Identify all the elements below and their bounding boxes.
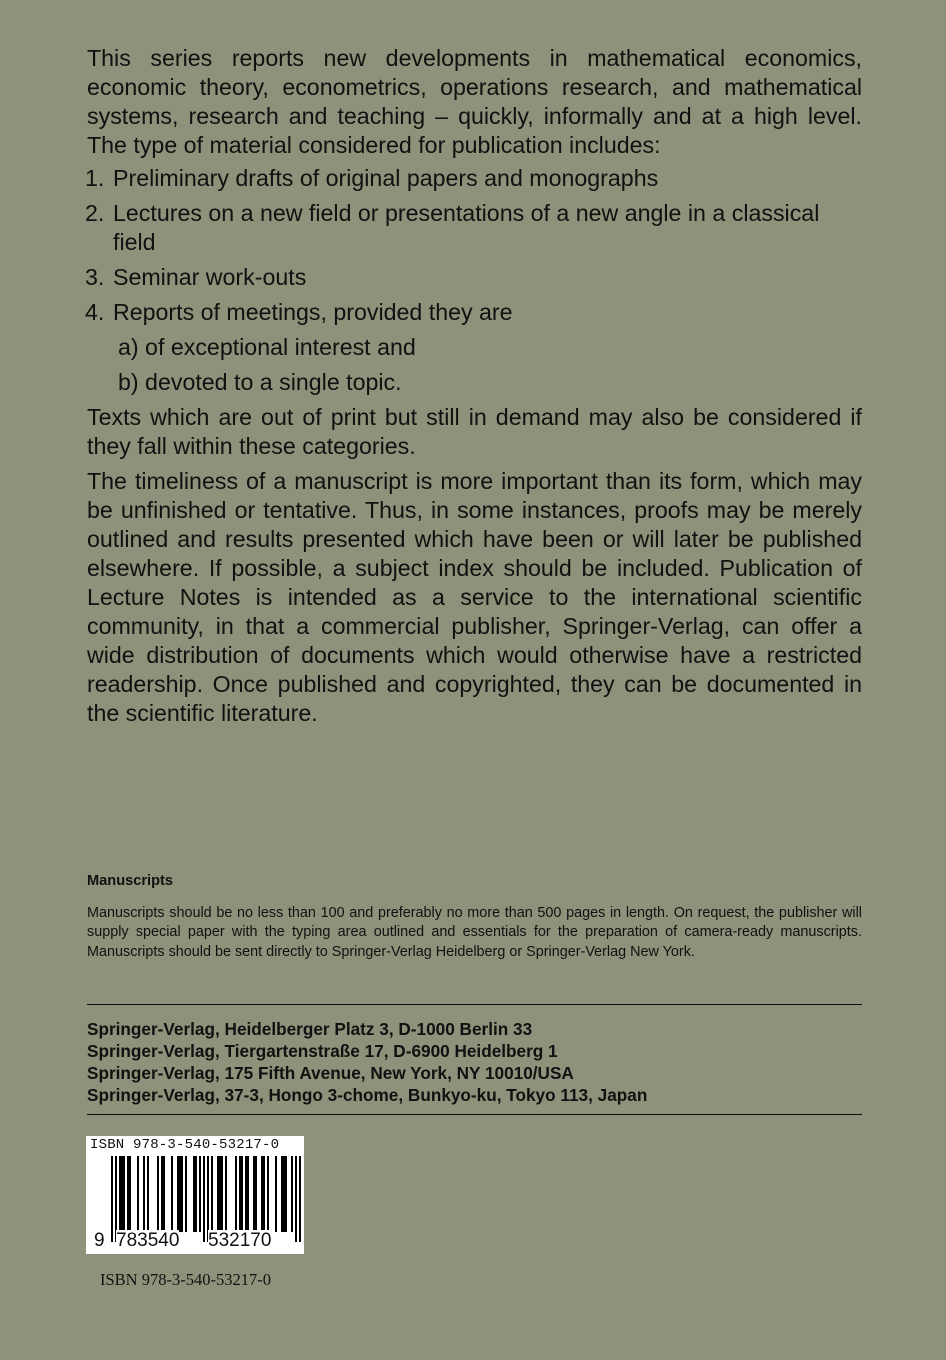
barcode-digits <box>86 1230 304 1252</box>
barcode-bar <box>171 1156 173 1232</box>
manuscripts-heading: Manuscripts <box>87 873 173 889</box>
list-text: Reports of meetings, provided they are <box>113 299 513 325</box>
barcode-left-group: 783540 <box>116 1230 180 1251</box>
sublist-item: b) devoted to a single topic. <box>118 369 402 395</box>
timeliness-paragraph: The timeliness of a manuscript is more important than its form, which may be unfinished or tentative. Thus, in some instances, proofs may be merely outlined and results presented which have been or will later be published elsewhere. If possible, a subject index should be included. Publication of Lecture Notes is intended as a service to the international scientific community, in that a commercial publisher, Springer-Verlag, can offer a wide distribution of documents which would otherwise have a restricted readership. Once published and copyrighted, they can be documented in the scientific literature. <box>87 468 862 726</box>
barcode-bar <box>163 1156 165 1232</box>
list-text: Seminar work-outs <box>113 264 307 290</box>
barcode-bar <box>127 1156 129 1232</box>
barcode-bar <box>235 1156 237 1232</box>
barcode-bar <box>283 1156 285 1232</box>
list-number: 2. <box>85 200 105 226</box>
manuscripts-body: Manuscripts should be no less than 100 and preferably no more than 500 pages in length. On request, the publisher will supply special paper with the typing area outlined and essentials for the preparation of camera-ready manuscripts. Manuscripts should be sent directly to Springer-Verlag Heidelberg or Springer-Verlag New York. <box>87 904 862 960</box>
intro-paragraph: This series reports new developments in mathematical economics, economic theory, econometrics, operations research, and mathematical systems, research and teaching – quickly, informally and at a high level. The type of material considered for publication includes: <box>87 45 862 158</box>
divider-top <box>87 1004 862 1005</box>
barcode-bar <box>261 1156 263 1232</box>
barcode-bar <box>161 1156 163 1232</box>
barcode-bar <box>267 1156 269 1232</box>
list-item <box>87 263 862 292</box>
out-of-print-paragraph: Texts which are out of print but still in demand may also be considered if they fall within these categories. <box>87 404 862 459</box>
list-item <box>87 298 862 327</box>
barcode-bar <box>221 1156 223 1232</box>
barcode-bar <box>199 1156 201 1232</box>
list-item <box>87 164 862 193</box>
barcode-bar <box>281 1156 283 1232</box>
barcode-bar <box>217 1156 219 1232</box>
barcode-bar <box>193 1156 195 1232</box>
list-text: Lectures on a new field or presentations of a new angle in a classical field <box>113 200 820 255</box>
barcode-bar <box>219 1156 221 1232</box>
manuscripts-section <box>87 872 862 962</box>
barcode-bar <box>253 1156 255 1232</box>
barcode-bar <box>143 1156 145 1232</box>
barcode-bar <box>179 1156 181 1232</box>
barcode-bar <box>157 1156 159 1232</box>
barcode-bar <box>123 1156 125 1232</box>
barcode <box>86 1136 304 1254</box>
barcode-bar <box>263 1156 265 1232</box>
series-description <box>87 44 862 728</box>
list-number: 4. <box>85 299 105 325</box>
barcode-bar <box>239 1156 241 1232</box>
address-line: Springer-Verlag, 37-3, Hongo 3-chome, Bunkyo-ku, Tokyo 113, Japan <box>87 1085 648 1105</box>
barcode-bar <box>225 1156 227 1232</box>
divider-bottom <box>87 1114 862 1115</box>
barcode-bar <box>245 1156 247 1232</box>
barcode-bar <box>137 1156 139 1232</box>
isbn-text: ISBN 978-3-540-53217-0 <box>100 1270 271 1289</box>
list-text: Preliminary drafts of original papers and monographs <box>113 165 659 191</box>
barcode-bar <box>241 1156 243 1232</box>
barcode-bar <box>247 1156 249 1232</box>
barcode-right-group: 532170 <box>208 1230 272 1251</box>
barcode-bar <box>255 1156 257 1232</box>
barcode-bar <box>181 1156 183 1232</box>
barcode-bar <box>275 1156 277 1232</box>
list-number: 1. <box>85 165 105 191</box>
barcode-bar <box>195 1156 197 1232</box>
barcode-first-digit: 9 <box>94 1230 105 1251</box>
barcode-bar <box>291 1156 293 1232</box>
material-list <box>87 164 862 327</box>
address-line: Springer-Verlag, 175 Fifth Avenue, New York, NY 10010/USA <box>87 1063 574 1083</box>
sublist-item: a) of exceptional interest and <box>118 334 416 360</box>
barcode-bar <box>211 1156 213 1232</box>
barcode-isbn-label: ISBN 978-3-540-53217-0 <box>90 1137 280 1153</box>
barcode-bar <box>185 1156 187 1232</box>
address-line: Springer-Verlag, Heidelberger Platz 3, D-1000 Berlin 33 <box>87 1019 533 1039</box>
publisher-addresses <box>87 1018 862 1106</box>
barcode-bar <box>129 1156 131 1232</box>
barcode-bar <box>177 1156 179 1232</box>
barcode-bar <box>119 1156 121 1232</box>
barcode-bar <box>285 1156 287 1232</box>
list-item <box>87 199 862 257</box>
barcode-bar <box>147 1156 149 1232</box>
barcode-bar <box>121 1156 123 1232</box>
address-line: Springer-Verlag, Tiergartenstraße 17, D-6900 Heidelberg 1 <box>87 1041 558 1061</box>
list-number: 3. <box>85 264 105 290</box>
